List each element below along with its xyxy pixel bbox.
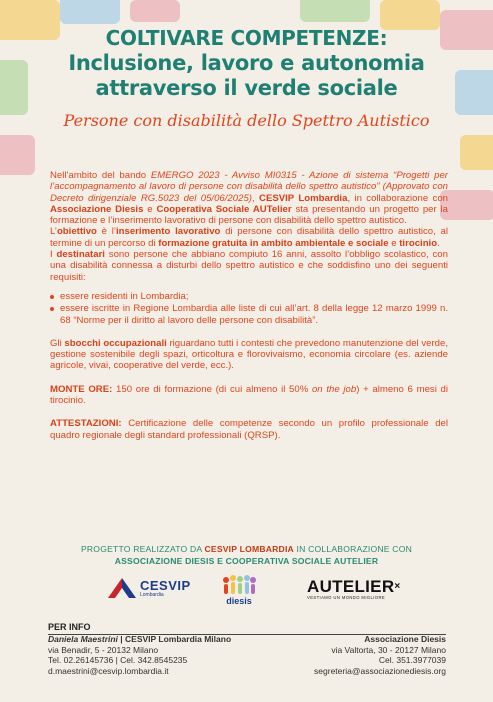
intro-paragraph	[50, 170, 448, 226]
text-span: Nell'ambito del bando	[50, 170, 151, 181]
bullet-icon	[50, 307, 54, 311]
bold-span: destinatari	[56, 249, 105, 261]
diesis-logo	[222, 574, 256, 606]
text-span: L’	[50, 226, 57, 238]
bold-span: inserimento lavorativo	[115, 226, 221, 238]
hours-paragraph	[50, 384, 448, 407]
italic-span: on the job	[311, 383, 357, 395]
cesvip-sub: Lombardia	[140, 592, 164, 598]
recipients-paragraph	[50, 249, 448, 283]
text-span: Certificazione delle competenze secondo un profilo professionale del quadro regionale degli standard professionali (QRSP).	[50, 418, 448, 441]
puzzle-decoration	[130, 0, 180, 22]
text-span: e	[388, 237, 400, 249]
flyer-header	[0, 26, 493, 130]
contact-address: via Valtorta, 30 - 20127 Milano	[331, 644, 446, 655]
project-line-2: ASSOCIAZIONE DIESIS E COOPERATIVA SOCIALE AUTELIER	[114, 556, 379, 566]
diesis-people-icon	[222, 574, 256, 596]
project-line-1	[0, 543, 493, 555]
contact-address: via Benadir, 5 - 20132 Milano	[48, 644, 159, 655]
contact-heading: PER INFO	[48, 622, 446, 635]
list-item	[50, 303, 448, 326]
objective-paragraph	[50, 226, 448, 249]
text-span: Gli	[50, 337, 65, 349]
text-span: di persone con disabilità dello spettro autistico, al termine di un percorso di	[50, 226, 448, 249]
text-span: e	[143, 203, 157, 215]
autelier-mark-icon: ×	[394, 581, 401, 592]
contact-footer	[48, 622, 446, 676]
text-span: sono persone che abbiano compiuto 16 anni, assolto l’obbligo scolastico, con una disabilità connessa a disturbi dello spettro autistico e che soddisfino uno dei seguenti requisiti:	[50, 249, 448, 283]
cesvip-logo	[108, 576, 191, 602]
contact-name: Daniela Maestrini	[48, 634, 118, 644]
text-span: è l’	[96, 226, 116, 238]
list-item-text: essere residenti in Lombardia;	[60, 290, 189, 302]
certification-paragraph	[50, 418, 448, 441]
text-span: ,	[251, 192, 260, 204]
puzzle-decoration	[300, 0, 370, 22]
autelier-wordmark: AUTELIER	[307, 577, 395, 596]
contact-phones: Tel. 02.26145736 | Cel. 342.8545235	[48, 655, 188, 665]
title-line-3: attraverso il verde sociale	[95, 76, 398, 100]
org-autelier: Cooperativa Sociale AUTelier	[156, 203, 292, 215]
bold-span: tirocinio	[399, 237, 438, 249]
contact-cesvip	[48, 634, 231, 676]
requirements-list	[50, 291, 448, 326]
partner-logos	[0, 574, 493, 610]
text-span: PROGETTO REALIZZATO DA	[80, 544, 205, 554]
bold-span: formazione gratuita in ambito ambientale e sociale	[158, 237, 389, 249]
text-span: IN COLLABORAZIONE CON	[293, 544, 413, 554]
title-line-1: COLTIVARE COMPETENZE:	[105, 26, 388, 50]
text-span: , in collaborazione con	[347, 192, 448, 204]
contact-diesis	[314, 634, 446, 676]
contact-email[interactable]: segreteria@associazionediesis.org	[314, 665, 446, 676]
autelier-tagline: VESTIAMO UN MONDO MIGLIORE	[307, 595, 386, 600]
call-reference: EMERGO 2023 - Avviso MI0315 - Azione di sistema “Progetti per l’accompagnamento al lavoro di persone con disabilità dello spettro autistico” (Approvato con Decreto dirigenziale RG.5023 del 05/06/2025)	[50, 170, 448, 204]
text-span: ) + almeno 6 mesi di tirocinio.	[50, 383, 448, 407]
puzzle-decoration	[0, 135, 35, 175]
project-credits	[0, 543, 493, 567]
cesvip-mark-icon	[108, 576, 136, 602]
diesis-wordmark: diesis	[226, 596, 252, 606]
bold-span: CESVIP LOMBARDIA	[204, 544, 294, 554]
bold-span: MONTE ORE:	[50, 383, 113, 395]
text-span: .	[437, 237, 440, 249]
bold-span: sbocchi occupazionali	[64, 337, 167, 349]
org-cesvip: CESVIP Lombardia	[259, 192, 348, 204]
text-span: sta presentando un progetto per la formazione e l’inserimento lavorativo di persone con disabilità dello spettro autistico.	[50, 203, 449, 227]
puzzle-decoration	[60, 0, 120, 24]
puzzle-decoration	[460, 135, 493, 170]
title-line-2: Inclusione, lavoro e autonomia	[68, 51, 425, 75]
text-span: 150 ore di formazione (di cui almeno il 50%	[112, 383, 312, 395]
outlets-paragraph	[50, 338, 448, 372]
autelier-logo	[307, 578, 401, 600]
org-diesis: Associazione Diesis	[50, 203, 144, 215]
contact-email[interactable]: d.maestrini@cesvip.lombardia.it	[48, 665, 169, 676]
bold-span: ATTESTAZIONI:	[50, 418, 122, 430]
list-item	[50, 291, 448, 302]
main-content	[50, 170, 448, 441]
list-item-text: essere iscritte in Regione Lombardia alle liste di cui all’art. 8 della legge 12 marzo 1999 n. 68 “Norme per il diritto al lavoro delle persone con disabilità”.	[60, 303, 448, 326]
bold-span: obiettivo	[56, 226, 97, 238]
contact-phone: Cel. 351.3977039	[378, 655, 446, 665]
bullet-icon	[50, 295, 54, 299]
contact-org: | CESVIP Lombardia Milano	[117, 634, 232, 644]
text-span: riguardano tutti i contesti che prevedono manutenzione del verde, gestione sostenibile degli spazi, orticoltura e florovivaismo, economia circolare (es. aziende agricole, vivai, cooperative del verde, ecc.).	[50, 337, 449, 372]
cesvip-wordmark: CESVIP	[140, 578, 191, 593]
contact-org: Associazione Diesis	[364, 634, 446, 644]
text-span: I	[50, 249, 57, 261]
subtitle: Persone con disabilità dello Spettro Autistico	[63, 111, 430, 130]
